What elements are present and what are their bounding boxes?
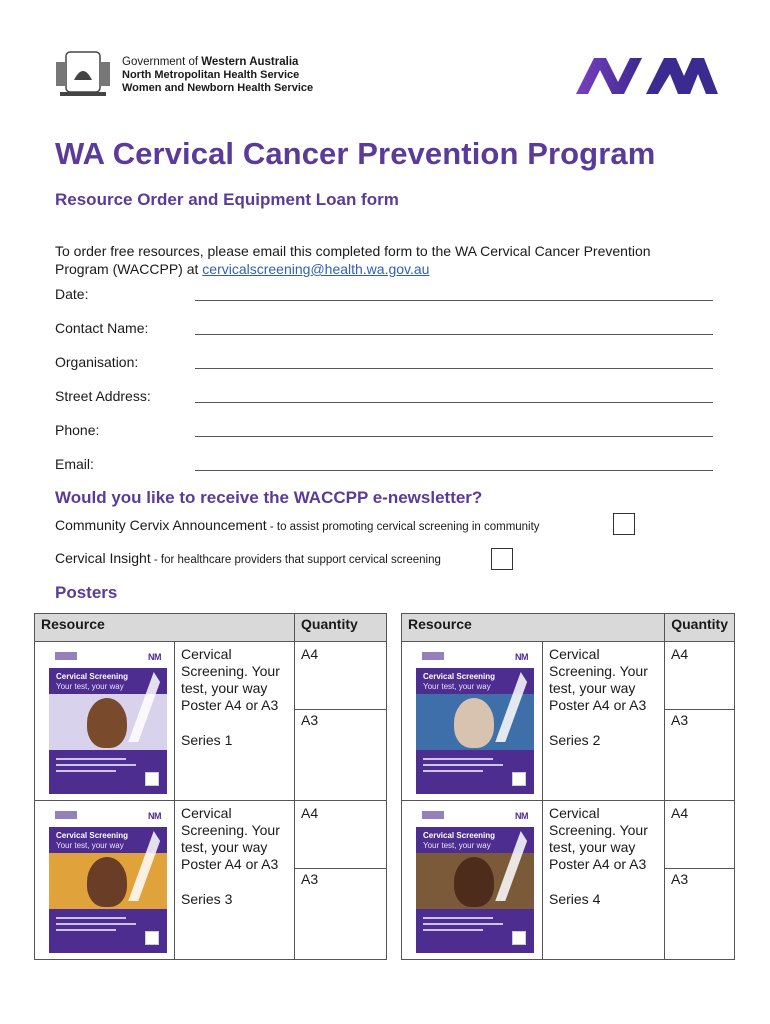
- poster-desc-cell: [175, 642, 295, 801]
- street-address-field[interactable]: [195, 402, 713, 403]
- poster-image-series-3: [35, 801, 175, 960]
- page-header: [52, 50, 722, 102]
- poster-subtitle: Your test, your way: [423, 682, 491, 691]
- gov-line1-bold: Western Australia: [201, 56, 299, 68]
- newsletter-question: Would you like to receive the WACCPP e-newsletter?: [55, 488, 483, 507]
- poster-description: Cervical Screening. Your test, your way Poster A4 or A3: [181, 805, 280, 872]
- gov-line2: North Metropolitan Health Service: [122, 69, 300, 81]
- a4-quantity-field[interactable]: A4: [295, 642, 386, 710]
- a4-quantity-field[interactable]: A4: [665, 642, 734, 710]
- email-label: Email:: [55, 456, 94, 472]
- a4-quantity-field[interactable]: A4: [665, 801, 734, 869]
- poster-image-series-4: [402, 801, 543, 960]
- a4-quantity-field[interactable]: A4: [295, 801, 386, 869]
- a3-quantity-field[interactable]: A3: [301, 871, 319, 887]
- quantity-header: Quantity: [665, 614, 735, 642]
- newsletter-option-insight: [55, 550, 441, 566]
- option-desc: - to assist promoting cervical screening in community: [266, 521, 540, 533]
- page-title: WA Cervical Cancer Prevention Program: [55, 136, 656, 171]
- a3-quantity-field[interactable]: A3: [301, 712, 319, 728]
- street-address-label: Street Address:: [55, 388, 151, 404]
- a3-quantity-field[interactable]: A3: [671, 712, 689, 728]
- qr-code-icon: [512, 931, 526, 945]
- organisation-label: Organisation:: [55, 354, 139, 370]
- form-subtitle: Resource Order and Equipment Loan form: [55, 190, 399, 209]
- intro-paragraph: [55, 242, 695, 278]
- series-label: Series 4: [549, 891, 601, 907]
- phone-label: Phone:: [55, 422, 100, 438]
- posters-table: [34, 613, 735, 960]
- wa-government-crest-icon: [52, 50, 114, 98]
- quantity-header: Quantity: [295, 614, 387, 642]
- table-row: [35, 801, 735, 960]
- quantity-cell: [665, 801, 735, 960]
- community-checkbox[interactable]: [613, 513, 635, 535]
- qr-code-icon: [512, 772, 526, 786]
- email-field[interactable]: [195, 470, 713, 471]
- posters-heading: Posters: [55, 583, 118, 602]
- poster-description: Cervical Screening. Your test, your way Poster A4 or A3: [181, 646, 280, 713]
- quantity-cell: [295, 642, 387, 801]
- poster-desc-cell: [175, 801, 295, 960]
- poster-title: Cervical Screening: [56, 831, 129, 840]
- email-link[interactable]: cervicalscreening@health.wa.gov.au: [202, 261, 430, 277]
- poster-thumbnail: NM Cervical Screening Your test, your way: [49, 805, 167, 953]
- date-label: Date:: [55, 286, 89, 302]
- insight-checkbox[interactable]: [491, 548, 513, 570]
- poster-image-series-2: [402, 642, 543, 801]
- a3-quantity-field[interactable]: A3: [671, 871, 689, 887]
- nm-logo-icon: [572, 54, 722, 98]
- series-label: Series 3: [181, 891, 233, 907]
- gov-line3: Women and Newborn Health Service: [122, 82, 314, 94]
- table-header-row: [35, 614, 735, 642]
- newsletter-option-community: [55, 517, 540, 533]
- quantity-cell: [665, 642, 735, 801]
- intro-text: To order free resources, please email this completed form to the WA Cervical Cancer Prevention Program (WACCPP) at: [55, 243, 651, 277]
- poster-image-series-1: [35, 642, 175, 801]
- table-gap: [387, 642, 402, 801]
- date-field[interactable]: [195, 300, 713, 301]
- series-label: Series 1: [181, 732, 233, 748]
- poster-desc-cell: [543, 801, 665, 960]
- table-row: [35, 642, 735, 801]
- series-label: Series 2: [549, 732, 601, 748]
- poster-thumbnail: NM Cervical Screening Your test, your way: [416, 805, 534, 953]
- phone-field[interactable]: [195, 436, 713, 437]
- government-text: [122, 56, 313, 95]
- poster-thumbnail: NM Cervical Screening Your test, your way: [416, 646, 534, 794]
- poster-title: Cervical Screening: [423, 672, 496, 681]
- option-name: Cervical Insight: [55, 550, 151, 566]
- poster-desc-cell: [543, 642, 665, 801]
- contact-name-field[interactable]: [195, 334, 713, 335]
- gov-line1-prefix: Government of: [122, 56, 202, 68]
- resource-header: Resource: [402, 614, 665, 642]
- contact-name-label: Contact Name:: [55, 320, 149, 336]
- poster-title: Cervical Screening: [423, 831, 496, 840]
- poster-thumbnail: NM Cervical Screening Your test, your way: [49, 646, 167, 794]
- poster-subtitle: Your test, your way: [423, 841, 491, 850]
- table-gap: [387, 614, 402, 642]
- quantity-cell: [295, 801, 387, 960]
- resource-header: Resource: [35, 614, 295, 642]
- poster-subtitle: Your test, your way: [56, 841, 124, 850]
- qr-code-icon: [145, 931, 159, 945]
- table-gap: [387, 801, 402, 960]
- poster-description: Cervical Screening. Your test, your way Poster A4 or A3: [549, 805, 648, 872]
- poster-subtitle: Your test, your way: [56, 682, 124, 691]
- poster-description: Cervical Screening. Your test, your way Poster A4 or A3: [549, 646, 648, 713]
- qr-code-icon: [145, 772, 159, 786]
- organisation-field[interactable]: [195, 368, 713, 369]
- poster-title: Cervical Screening: [56, 672, 129, 681]
- option-desc: - for healthcare providers that support cervical screening: [150, 554, 441, 566]
- option-name: Community Cervix Announcement: [55, 517, 267, 533]
